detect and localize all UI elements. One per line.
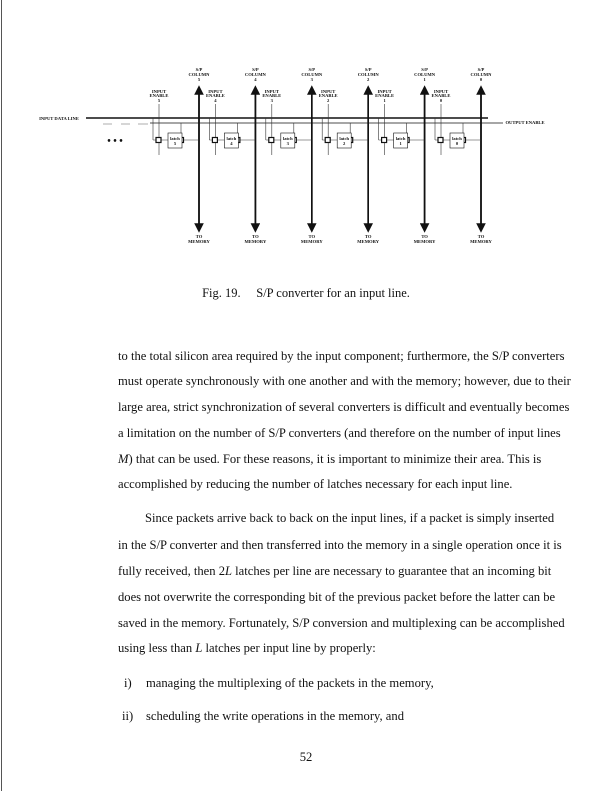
text-segment: latches per input line by properly:: [202, 641, 376, 655]
text-line: [118, 426, 561, 441]
sp-column-label: COLUMN: [357, 72, 379, 77]
to-memory-label: TO: [195, 234, 203, 239]
to-memory-label: MEMORY: [470, 239, 492, 244]
figure-caption-text: S/P converter for an input line.: [256, 286, 410, 300]
latch-label: latch: [395, 136, 406, 141]
sp-column-number: 5: [197, 77, 201, 82]
sp-column-number: 4: [254, 77, 257, 82]
sp-column-label: S/P: [252, 67, 259, 72]
sp-column-label: COLUMN: [414, 72, 436, 77]
latch-number: 1: [399, 141, 402, 146]
to-memory-label: TO: [308, 234, 316, 239]
italic-symbol: L: [195, 641, 203, 655]
to-memory-label: MEMORY: [413, 239, 436, 244]
input-enable-number: 0: [439, 98, 443, 103]
latch-label: latch: [339, 136, 350, 141]
sp-column-number: 2: [367, 77, 370, 82]
sp-column-label: COLUMN: [301, 72, 323, 77]
text-line: [145, 511, 555, 526]
text-segment: in the S/P converter and then transferred into the memory in a single operation once it is: [118, 538, 562, 552]
text-line: [118, 616, 565, 631]
text-line: [118, 564, 552, 579]
input-enable-label: ENABLE: [375, 93, 395, 98]
to-memory-label: TO: [364, 234, 372, 239]
sp-column-label: COLUMN: [244, 72, 266, 77]
italic-symbol: L: [225, 564, 233, 578]
input-enable-label: INPUT: [151, 89, 167, 94]
output-enable-label: OUTPUT ENABLE: [505, 120, 545, 125]
latch-label: latch: [282, 136, 293, 141]
input-switch: [269, 138, 274, 143]
latch-label: latch: [452, 136, 462, 141]
text-segment: accomplished by reducing the number of latches necessary for each input line.: [118, 477, 513, 491]
sp-column-number: 0: [479, 77, 483, 82]
text-segment: using less than: [118, 641, 196, 655]
text-line: [118, 374, 571, 389]
text-line: [118, 400, 570, 415]
to-memory-label: MEMORY: [188, 239, 210, 244]
input-enable-label: ENABLE: [205, 93, 225, 98]
to-memory-label: TO: [252, 234, 259, 239]
list-item: managing the multiplexing of the packets in the memory,: [146, 676, 434, 690]
figure-caption: [0, 286, 612, 301]
input-enable-label: ENABLE: [262, 93, 282, 98]
to-memory-label: MEMORY: [244, 239, 267, 244]
sp-column-label: S/P: [477, 67, 485, 72]
text-line: [118, 641, 493, 656]
text-segment: to the total silicon area required by the input component; furthermore, the S/P converters: [118, 349, 565, 363]
figure-number: Fig. 19.: [202, 286, 241, 300]
sp-column-label: S/P: [308, 67, 316, 72]
latch-number: 4: [230, 141, 233, 146]
input-switch: [156, 138, 161, 143]
sp-column-number: 1: [423, 77, 426, 82]
input-enable-label: INPUT: [264, 89, 279, 94]
sp-column-label: S/P: [195, 67, 203, 72]
text-line: [118, 349, 565, 364]
input-enable-label: INPUT: [433, 89, 449, 94]
input-switch: [212, 138, 217, 143]
to-memory-label: MEMORY: [300, 239, 323, 244]
input-enable-number: 3: [270, 98, 273, 103]
text-segment: large area, strict synchronization of several converters is difficult and eventually becomes: [118, 400, 570, 414]
latch-number: 2: [343, 141, 346, 146]
input-enable-label: ENABLE: [149, 93, 169, 98]
list-marker: i): [124, 676, 132, 690]
text-segment: does not overwrite the corresponding bit of the previous packet before the latter can be: [118, 590, 556, 604]
input-enable-number: 1: [383, 98, 386, 103]
to-memory-label: MEMORY: [357, 239, 380, 244]
page-number: 52: [299, 750, 313, 764]
text-segment: latches per line are necessary to guarantee that an incoming bit: [232, 564, 552, 578]
latch-number: 5: [173, 141, 177, 146]
sp-column-label: COLUMN: [188, 72, 210, 77]
input-switch: [438, 138, 443, 143]
input-enable-number: 2: [327, 98, 330, 103]
to-memory-label: TO: [421, 234, 428, 239]
sp-column-number: 3: [310, 77, 313, 82]
latch-number: 3: [286, 141, 289, 146]
to-memory-label: TO: [477, 234, 485, 239]
latch-label: latch: [170, 136, 180, 141]
input-enable-label: ENABLE: [318, 93, 338, 98]
input-enable-label: INPUT: [321, 89, 336, 94]
text-segment: fully received, then 2: [118, 564, 226, 578]
list-item: scheduling the write operations in the memory, and: [146, 709, 404, 723]
text-line: [118, 477, 513, 492]
italic-symbol: M: [118, 452, 129, 466]
input-enable-number: 4: [214, 98, 217, 103]
input-switch: [325, 138, 330, 143]
sp-column-label: S/P: [421, 67, 428, 72]
text-segment: a limitation on the number of S/P converters (and therefore on the number of input lines: [118, 426, 561, 440]
text-line: [118, 538, 562, 553]
text-segment: saved in the memory. Fortunately, S/P conversion and multiplexing can be accomplished: [118, 616, 565, 630]
ellipsis: • • •: [107, 136, 123, 147]
input-enable-label: INPUT: [208, 89, 223, 94]
text-line: [118, 590, 556, 605]
input-enable-label: INPUT: [377, 89, 392, 94]
text-line: [118, 452, 542, 467]
sp-column-label: S/P: [364, 67, 372, 72]
input-data-line-label: INPUT DATA LINE: [39, 116, 79, 121]
input-enable-label: ENABLE: [431, 93, 451, 98]
text-segment: ) that can be used. For these reasons, it is important to minimize their area. This is: [128, 452, 542, 466]
latch-label: latch: [226, 136, 237, 141]
input-enable-number: 5: [157, 98, 161, 103]
sp-converter-figure: [0, 0, 612, 270]
input-switch: [382, 138, 387, 143]
latch-number: 0: [455, 141, 459, 146]
text-segment: Since packets arrive back to back on the input lines, if a packet is simply inserted: [145, 511, 555, 525]
text-segment: must operate synchronously with one another and with the memory; however, due to their: [118, 374, 571, 388]
list-marker: ii): [122, 709, 134, 723]
sp-column-label: COLUMN: [470, 72, 492, 77]
